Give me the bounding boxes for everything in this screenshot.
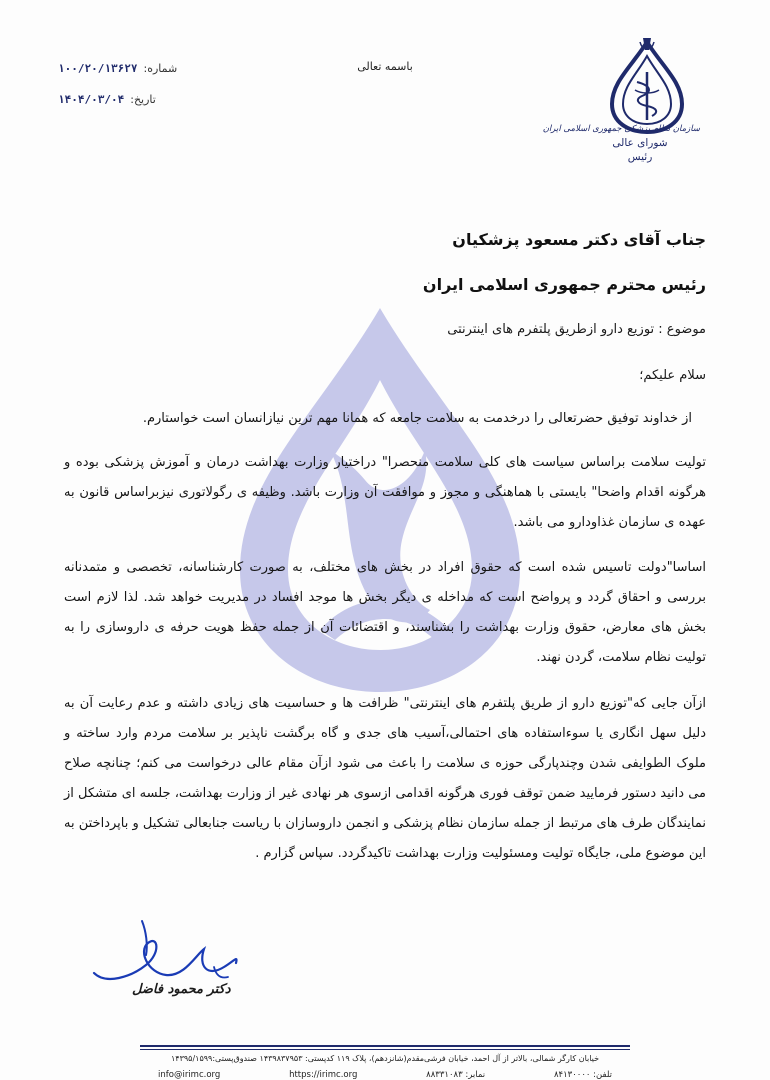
letter-date-value: ۱۴۰۴/۰۳/۰۴ bbox=[58, 93, 125, 106]
signatory-name: دکتر محمود فاضل bbox=[132, 982, 231, 997]
addressee-name: جناب آقای دکتر مسعود پزشکیان bbox=[452, 230, 706, 249]
letter-number-label: شماره: bbox=[143, 62, 178, 75]
footer-phone: تلفن: ۸۴۱۳۰۰۰۰ bbox=[553, 1070, 612, 1080]
letter-subject: موضوع : توزیع دارو ازطریق پلتفرم های اینترنتی bbox=[447, 322, 706, 337]
letter-date-row bbox=[58, 93, 188, 106]
footer-rule-thin bbox=[140, 1049, 630, 1050]
footer-contacts bbox=[140, 1070, 630, 1080]
org-council: شورای عالی bbox=[612, 137, 668, 149]
footer-fax: نمابر: ۸۸۳۳۱۰۸۳ bbox=[426, 1070, 486, 1080]
footer-website[interactable]: https://irimc.org bbox=[289, 1070, 358, 1080]
org-title: رئیس bbox=[627, 151, 653, 163]
bismillah: باسمه تعالی bbox=[357, 60, 413, 73]
org-name: سازمان نظام پزشکی جمهوری اسلامی ایران bbox=[542, 124, 700, 134]
letter-paragraph-4: ازآن جایی که"توزیع دارو از طریق پلتفرم های اینترنتی" ظرافت ها و حساسیت های زیادی داشته و عدم رعایت آن به دلیل سهل انگاری یا سوءاستفاده های احتمالی،آسیب های جدی و گاه برگشت ناپذیر بر سلامت مردم وارد ساخته و ملوک الطوایفی شدن وچندپارگی حوزه ی سلامت را باعث می شود ازآن مقام عالی درخواست می کنم؛ چنانچه صلاح می دانید دستور فرمایید ضمن توقف فوری هرگونه اقدامی ازسوی هر نهادی غیر از وزارت بهداشت، جلسه ای متشکل از نمایندگان طرف های مرتبط از جمله سازمان نظام پزشکی و انجمن داروسازان با ریاست جنابعالی تشکیل و باپرداختن به این موضوع ملی، جایگاه تولیت ومسئولیت وزارت بهداشت تاکیدگردد. سپاس گزارم . bbox=[64, 696, 706, 861]
letter-number-value: ۱۰۰/۲۰/۱۳۶۲۷ bbox=[58, 62, 138, 75]
letter-paragraph-3: اساسا"دولت تاسیس شده است که حقوق افراد در بخش های مختلف، به صورت کارشناسانه، تخصصی و متمدنانه بررسی و احقاق گردد و پرواضح است که مداخله ی دیگر بخش ها موجد افساد در مدیریت خواهد شد. لذا لازم است بخش های معارض، حقوق وزارت بهداشت را بشناسند، و اقتضائات آن از جمله حفظ هویت حرفه ی داروسازی را به تولیت نظام سلامت، گردن نهند. bbox=[64, 560, 706, 665]
org-block bbox=[542, 124, 700, 163]
footer bbox=[140, 1045, 630, 1080]
addressee-title: رئیس محترم جمهوری اسلامی ایران bbox=[422, 275, 706, 294]
footer-rule bbox=[140, 1045, 630, 1047]
letter-paragraph-1: از خداوند توفیق حضرتعالی را درخدمت به سلامت جامعه که همانا مهم ترین نیازانسان است خواستارم. bbox=[142, 411, 692, 426]
letter-date-label: تاریخ: bbox=[130, 93, 156, 106]
letter-greeting: سلام علیکم؛ bbox=[639, 368, 706, 383]
letter-paragraph-2: تولیت سلامت براساس سیاست های کلی سلامت منحصرا" دراختیار وزارت بهداشت درمان و آموزش پزشکی بوده و هرگونه اقدام واضحا" بایستی با هماهنگی و مجوز و موافقت آن وزارت باشد. وظیفه ی رگولاتوری نیزبراساس قانون به عهده ی سازمان غذاودارو می باشد. bbox=[64, 455, 706, 530]
footer-address: خیابان کارگر شمالی، بالاتر از آل احمد، خیابان فرشی‌مقدم(شانزدهم)، پلاک ۱۱۹ کدپستی: ۱۴۳۹۸۳۷۹۵۳ صندوق‌پستی:۱۴۳۹۵/۱۵۹۹ bbox=[170, 1054, 600, 1063]
letter-number-row bbox=[58, 62, 188, 75]
footer-email[interactable]: info@irimc.org bbox=[158, 1070, 221, 1080]
iran-medical-council-emblem bbox=[596, 34, 698, 134]
